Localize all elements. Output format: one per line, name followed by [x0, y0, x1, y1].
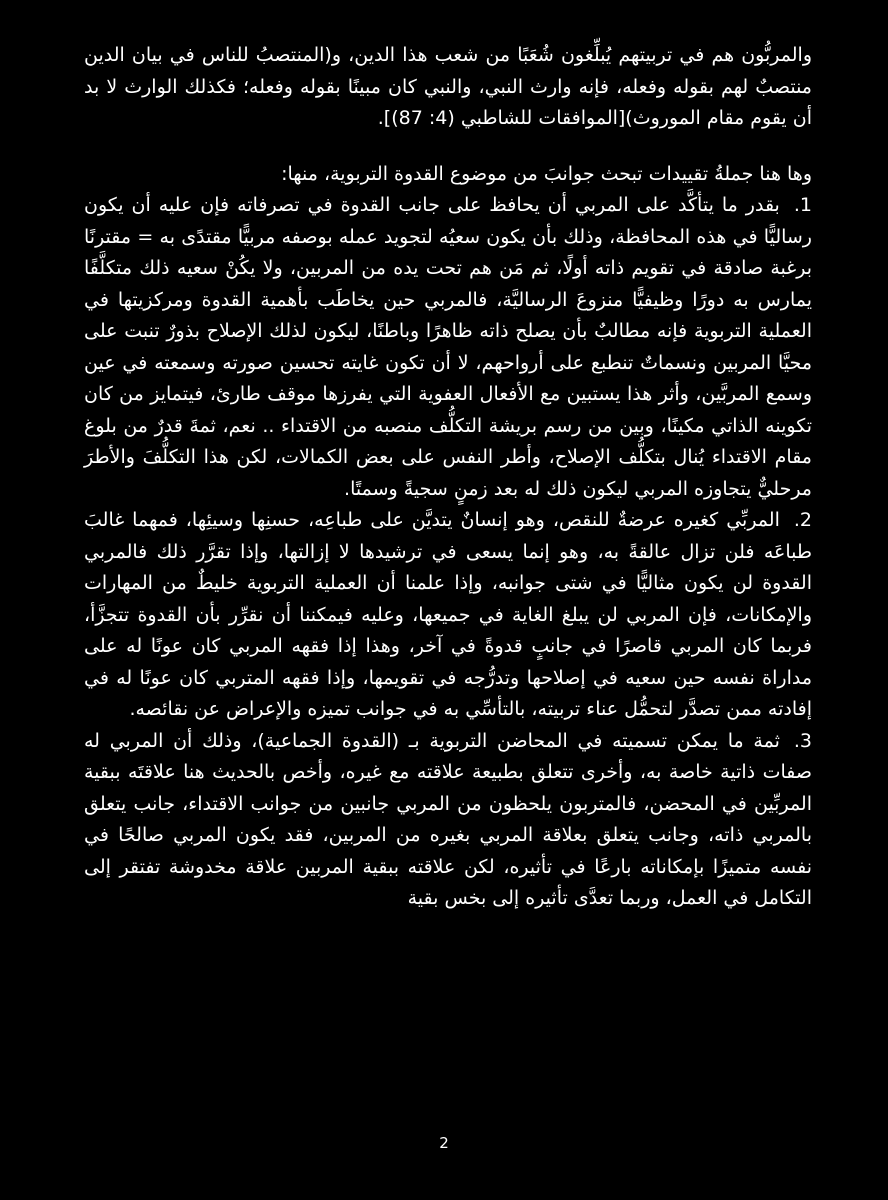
list-item: [84, 726, 812, 915]
list-item-number: 2.: [793, 509, 812, 531]
list-item-text: بقدر ما يتأكَّد على المربي أن يحافظ على جانب القدوة في تصرفاته فإن عليه أن يكون رساليًّا في هذه المحافظة، وذلك بأن يكون سعيُه لتجويد عمله بوصفه مربيًّا مقتدًى به = مقترنًا برغبة صادقة في تقويم ذاته أولًا، ثم مَن هم تحت يده من المربين، ولا يكُنْ سعيه ذلك متكلَّفًا يمارس به دورًا وظيفيًّا منزوعَ الرساليَّة، فالمربي حين يخاطَب بأهمية القدوة ومركزيتها في العملية التربوية فإنه مطالبٌ بأن يصلح ذاته ظاهرًا وباطنًا، ليكون لذلك الإصلاح بذورٌ تنبت على محيَّا المربين ونسماتٌ تنطبع على أرواحهم، لا أن تكون غايته تحسين صورته وسمعته في عين وسمع المربَّين، وأثر هذا يستبين مع الأفعال العفوية التي يفرزها موقف طارئ، فيتمايز من كان تكوينه الذاتي مكينًا، وبين من رسم بريشة التكلُّف منصبه من الاقتداء .. نعم، ثمةَ قدرٌ من بلوغ مقام الاقتداء يُنال بتكلُّف الإصلاح، وأطر النفس على بعض الكمالات، لكن هذا التكلُّفَ والأطرَ مرحليٌّ يتجاوزه المربي ليكون ذلك له بعد زمنٍ سجيةً وسمتًا.: [84, 194, 812, 500]
lead-in-paragraph: وها هنا جملةُ تقييدات تبحث جوانبَ من موضوع القدوة التربوية، منها:: [281, 162, 812, 185]
list-item-number: 3.: [793, 729, 812, 752]
list-item-text: المربِّي كغيره عرضةٌ للنقص، وهو إنسانٌ يتديَّن على طباعِه، حسنِها وسيئِها، فمهما غالبَ طباعَه فلن تزال عالقةً به، وهو إنما يسعى في ترشيدها لا إزالتها، وإذا تقرَّر ذلك فالمربي القدوة لن يكون مثاليًّا في شتى جوانبه، وإذا علمنا أن العملية التربوية خليطٌ من المهارات والإمكانات، فإن المربي لن يبلغ الغاية في جميعها، وعليه فيمكننا أن نقرِّر بأن القدوة تتجزَّأ، فربما كان المربي قاصرًا في جانبٍ قدوةً في آخر، وهذا إذا فقهه المربي كان عونًا له على مداراة نفسه حين سعيه في إصلاحها وتدرُّجه في تقويمها، وإذا فقهه المتربي كان عونًا له في إفادته ممن تصدَّر لتحمُّل عناء تربيته، بالتأسِّي به في جوانب تميزه والإعراض عن نقائصه.: [84, 509, 812, 720]
intro-paragraph: والمربُّون هم في تربيتهم يُبلِّغون شُعَبًا من شعب هذا الدين، و(المنتصبُ للناس في بيان الدين منتصبٌ لهم بقوله وفعله، فإنه وارث النبي، والنبي كان مبينًا بقوله وفعله؛ فكذلك الوارث لا بد أن يقوم مقام الموروث)[الموافقات للشاطبي (4: 87)].: [84, 44, 812, 129]
list-item-number: 1.: [793, 194, 812, 216]
list-item: [84, 505, 812, 726]
list-item: [84, 190, 812, 505]
document-page: [84, 40, 812, 915]
list-item-text: ثمة ما يمكن تسميته في المحاضن التربوية بـ (القدوة الجماعية)، وذلك أن المربي له صفات ذاتية خاصة به، وأخرى تتعلق بطبيعة علاقته مع غيره، وأخص بالحديث هنا علاقتَه ببقية المربِّين في المحضن، فالمتربون يلحظون من المربي جانبين من جوانب الاقتداء، جانب يتعلق بالمربي ذاته، وجانب يتعلق بعلاقة المربي بغيره من المربين، فقد يكون المربي صالحًا في نفسه متميزًا بإمكاناته بارعًا في تأثيره، لكن علاقته ببقية المربين علاقة مخدوشة تفتقر إلى التكامل في العمل، وربما تعدَّى تأثيره إلى بخس بقية: [84, 729, 812, 909]
page-number: 2: [439, 1134, 449, 1152]
